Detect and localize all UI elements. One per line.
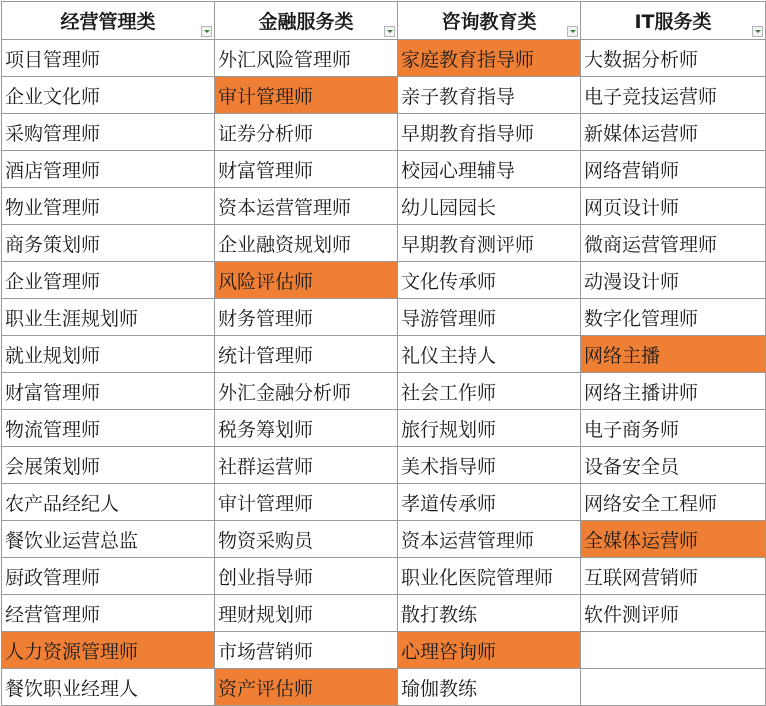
header-row — [2, 2, 766, 40]
table-cell-education[interactable]: 美术指导师 — [398, 447, 581, 484]
table-cell-education[interactable]: 瑜伽教练 — [398, 669, 581, 706]
column-header-label: 金融服务类 — [258, 11, 354, 33]
table-cell-it[interactable]: 设备安全员 — [581, 447, 766, 484]
table-cell-it[interactable]: 电子商务师 — [581, 410, 766, 447]
column-header-education[interactable] — [398, 2, 581, 40]
table-cell-education[interactable]: 校园心理辅导 — [398, 151, 581, 188]
table-cell-finance[interactable]: 财务管理师 — [215, 299, 398, 336]
table-row — [2, 114, 766, 151]
table-cell-management[interactable]: 物流管理师 — [2, 410, 215, 447]
table-cell-education[interactable]: 心理咨询师 — [398, 632, 581, 669]
table-cell-it[interactable]: 网络营销师 — [581, 151, 766, 188]
table-cell-education[interactable]: 文化传承师 — [398, 262, 581, 299]
table-cell-it[interactable]: 数字化管理师 — [581, 299, 766, 336]
table-row — [2, 225, 766, 262]
table-cell-education[interactable]: 幼儿园园长 — [398, 188, 581, 225]
table-cell-management[interactable]: 农产品经纪人 — [2, 484, 215, 521]
table-cell-management[interactable]: 餐饮职业经理人 — [2, 669, 215, 706]
table-cell-it[interactable] — [581, 669, 766, 706]
table-cell-management[interactable]: 厨政管理师 — [2, 558, 215, 595]
table-cell-it[interactable]: 网络安全工程师 — [581, 484, 766, 521]
table-cell-education[interactable]: 亲子教育指导 — [398, 77, 581, 114]
table-cell-education[interactable]: 资本运营管理师 — [398, 521, 581, 558]
table-row — [2, 595, 766, 632]
table-cell-management[interactable]: 就业规划师 — [2, 336, 215, 373]
table-cell-management[interactable]: 人力资源管理师 — [2, 632, 215, 669]
table-cell-education[interactable]: 早期教育测评师 — [398, 225, 581, 262]
column-header-finance[interactable] — [215, 2, 398, 40]
table-cell-education[interactable]: 礼仪主持人 — [398, 336, 581, 373]
table-cell-finance[interactable]: 物资采购员 — [215, 521, 398, 558]
table-cell-finance[interactable]: 资产评估师 — [215, 669, 398, 706]
table-cell-it[interactable]: 大数据分析师 — [581, 40, 766, 77]
table-row — [2, 262, 766, 299]
table-row — [2, 336, 766, 373]
table-cell-management[interactable]: 采购管理师 — [2, 114, 215, 151]
spreadsheet-table — [1, 1, 766, 706]
table-cell-it[interactable]: 电子竞技运营师 — [581, 77, 766, 114]
table-cell-it[interactable] — [581, 632, 766, 669]
table-cell-management[interactable]: 财富管理师 — [2, 373, 215, 410]
table-cell-education[interactable]: 早期教育指导师 — [398, 114, 581, 151]
table-cell-finance[interactable]: 证券分析师 — [215, 114, 398, 151]
table-row — [2, 40, 766, 77]
filter-dropdown-icon[interactable] — [201, 26, 212, 37]
table-cell-education[interactable]: 旅行规划师 — [398, 410, 581, 447]
table-cell-management[interactable]: 会展策划师 — [2, 447, 215, 484]
table-body — [2, 40, 766, 706]
table-cell-it[interactable]: 动漫设计师 — [581, 262, 766, 299]
table-cell-management[interactable]: 职业生涯规划师 — [2, 299, 215, 336]
table-cell-management[interactable]: 企业文化师 — [2, 77, 215, 114]
table-cell-it[interactable]: 网页设计师 — [581, 188, 766, 225]
table-cell-management[interactable]: 餐饮业运营总监 — [2, 521, 215, 558]
table-row — [2, 77, 766, 114]
table-cell-it[interactable]: 互联网营销师 — [581, 558, 766, 595]
filter-dropdown-icon[interactable] — [384, 26, 395, 37]
table-cell-finance[interactable]: 理财规划师 — [215, 595, 398, 632]
table-row — [2, 151, 766, 188]
table-cell-education[interactable]: 职业化医院管理师 — [398, 558, 581, 595]
table-cell-it[interactable]: 全媒体运营师 — [581, 521, 766, 558]
column-header-label: 咨询教育类 — [441, 11, 537, 33]
table-cell-management[interactable]: 商务策划师 — [2, 225, 215, 262]
column-header-it[interactable] — [581, 2, 766, 40]
table-row — [2, 632, 766, 669]
table-cell-finance[interactable]: 市场营销师 — [215, 632, 398, 669]
table-row — [2, 299, 766, 336]
table-row — [2, 447, 766, 484]
filter-dropdown-icon[interactable] — [752, 26, 763, 37]
table-row — [2, 669, 766, 706]
table-row — [2, 410, 766, 447]
table-cell-finance[interactable]: 创业指导师 — [215, 558, 398, 595]
table-cell-it[interactable]: 软件测评师 — [581, 595, 766, 632]
table-cell-management[interactable]: 酒店管理师 — [2, 151, 215, 188]
table-cell-finance[interactable]: 统计管理师 — [215, 336, 398, 373]
table-cell-finance[interactable]: 税务筹划师 — [215, 410, 398, 447]
table-cell-education[interactable]: 孝道传承师 — [398, 484, 581, 521]
table-cell-it[interactable]: 网络主播讲师 — [581, 373, 766, 410]
column-header-label: 经营管理类 — [60, 11, 156, 33]
table-cell-management[interactable]: 企业管理师 — [2, 262, 215, 299]
table-row — [2, 484, 766, 521]
table-cell-finance[interactable]: 外汇金融分析师 — [215, 373, 398, 410]
table-cell-education[interactable]: 散打教练 — [398, 595, 581, 632]
table-cell-management[interactable]: 物业管理师 — [2, 188, 215, 225]
table-cell-finance[interactable]: 审计管理师 — [215, 484, 398, 521]
table-row — [2, 188, 766, 225]
table-row — [2, 521, 766, 558]
column-header-label: IT服务类 — [634, 11, 712, 33]
table-cell-management[interactable]: 经营管理师 — [2, 595, 215, 632]
table-cell-finance[interactable]: 企业融资规划师 — [215, 225, 398, 262]
table-cell-education[interactable]: 家庭教育指导师 — [398, 40, 581, 77]
table-cell-finance[interactable]: 风险评估师 — [215, 262, 398, 299]
table-cell-management[interactable]: 项目管理师 — [2, 40, 215, 77]
table-cell-finance[interactable]: 外汇风险管理师 — [215, 40, 398, 77]
table-cell-finance[interactable]: 财富管理师 — [215, 151, 398, 188]
table-row — [2, 558, 766, 595]
table-cell-finance[interactable]: 审计管理师 — [215, 77, 398, 114]
table-cell-it[interactable]: 微商运营管理师 — [581, 225, 766, 262]
table-cell-finance[interactable]: 资本运营管理师 — [215, 188, 398, 225]
filter-dropdown-icon[interactable] — [567, 26, 578, 37]
table-cell-it[interactable]: 新媒体运营师 — [581, 114, 766, 151]
table-cell-finance[interactable]: 社群运营师 — [215, 447, 398, 484]
table-cell-education[interactable]: 社会工作师 — [398, 373, 581, 410]
table-cell-it[interactable]: 网络主播 — [581, 336, 766, 373]
table-row — [2, 373, 766, 410]
table-cell-education[interactable]: 导游管理师 — [398, 299, 581, 336]
column-header-management[interactable] — [2, 2, 215, 40]
